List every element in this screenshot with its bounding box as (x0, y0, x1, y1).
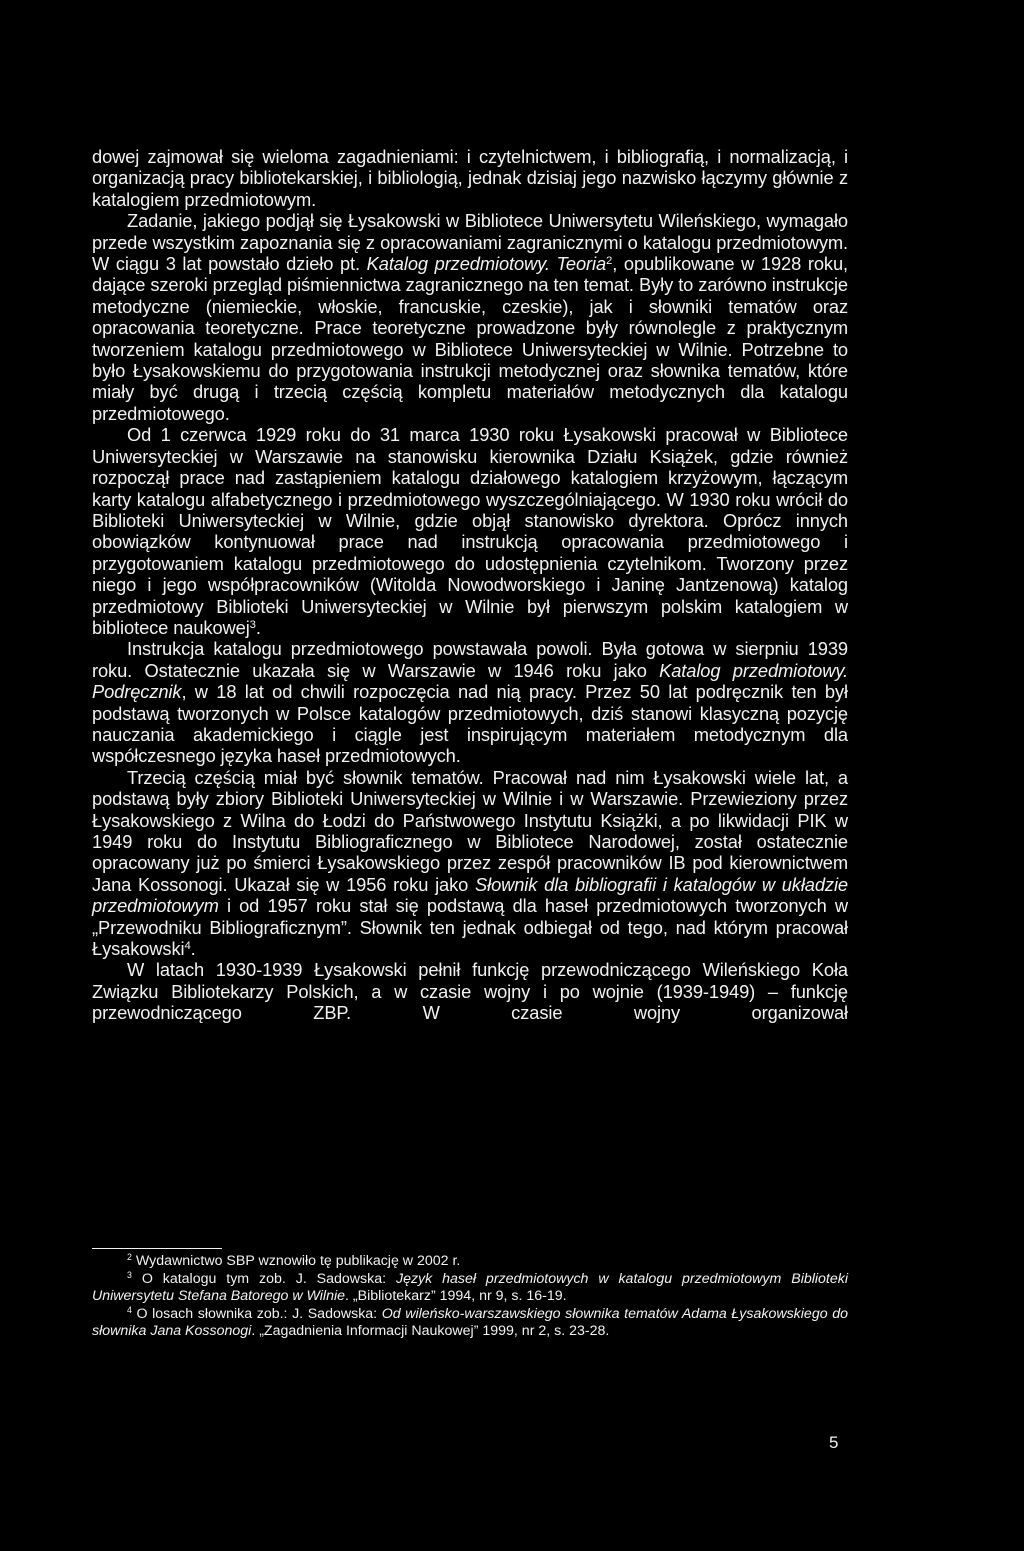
footnote-3-number: 3 (127, 1269, 132, 1280)
paragraph-6-text: W latach 1930-1939 Łysakowski pełnił funkcję przewodniczącego Wileńskiego Koła Związku Bibliotekarzy Polskich, a w czasie wojny i po wojnie (1939-1949) – funkcję przewodniczącego ZBP. W czasie wojny organizował (92, 959, 848, 1024)
paragraph-2-text-b: , opublikowane w 1928 roku, dające szeroki przegląd piśmiennictwa zagranicznego na ten temat. Były to zarówno instrukcje metodyczne (niemieckie, włoskie, francuskie, czeskie), jak i słowniki tematów oraz opracowania teoretyczne. Prace teoretyczne prowadzone były równolegle z praktycznym tworzeniem katalogu przedmiotowego w Bibliotece Uniwersyteckiej w Wilnie. Potrzebne to było Łysakowskiemu do przygotowania instrukcji metodycznej oraz słownika tematów, które miały być drugą i trzecią częścią kompletu materiałów metodycznych dla katalogu przedmiotowego. (92, 253, 848, 424)
footnote-2-text: Wydawnictwo SBP wznowiło tę publikację w 2002 r. (135, 1253, 461, 1269)
paragraph-4-text-a: Instrukcja katalogu przedmiotowego powstawała powoli. Była gotowa w sierpniu 1939 roku. Ostatecznie ukazała się w Warszawie w 1946 roku jako (92, 638, 848, 681)
footnote-4-title: Od wileńsko-warszawskiego słownika tematów Adama Łysakowskiego do słownika Jana Kossonogi (92, 1305, 848, 1340)
paragraph-5-text-b: i od 1957 roku stał się podstawą dla haseł przedmiotowych tworzonych w „Przewodniku Bibliograficznym”. Słownik ten jednak odbiegał od tego, nad którym pracował Łysakowski (92, 895, 848, 960)
footnote-3-pre: O katalogu tym zob. J. Sadowska: (141, 1270, 387, 1287)
footnote-4-pre: O losach słownika zob.: J. Sadowska: (136, 1305, 378, 1322)
footnote-4-number: 4 (127, 1304, 132, 1315)
footnote-ref-3[interactable]: 3 (249, 618, 256, 631)
footnote-2-number: 2 (127, 1252, 132, 1263)
book-title-katalog-teoria: Katalog przedmiotowy. Teoria (366, 253, 607, 275)
footnote-3-post: . „Bibliotekarz” 1994, nr 9, s. 16-19. (345, 1288, 567, 1305)
paragraph-3-text-b: . (255, 616, 261, 638)
footnote-3 (92, 1271, 848, 1306)
main-text (92, 146, 848, 1024)
paragraph-4-text-b: , w 18 lat od chwili rozpoczęcia nad nią pracy. Przez 50 lat podręcznik ten był podstawą tworzonych w Polsce katalogów przedmiotowych, dziś stanowi klasyczną pozycję nauczania akademickiego i ciągle jest inspirującym materiałem metodycznym dla współczesnego języka haseł przedmiotowych. (92, 681, 848, 767)
paragraph-2 (92, 210, 848, 424)
book-title-katalog-podrecznik: Katalog przedmiotowy. Podręcznik (92, 659, 848, 703)
paragraph-1 (92, 146, 848, 210)
paragraph-3 (92, 424, 848, 638)
paragraph-4 (92, 638, 848, 766)
footnote-ref-2[interactable]: 2 (606, 254, 613, 267)
footnote-2 (92, 1253, 848, 1271)
paragraph-5-text-a: Trzecią częścią miał być słownik tematów. Pracował nad nim Łysakowski wiele lat, a podstawą były zbiory Biblioteki Uniwersyteckiej w Wilnie i w Warszawie. Przewieziony przez Łysakowskiego z Wilna do Łodzi do Państwowego Instytutu Książki, a po likwidacji PIK w 1949 roku do Instytutu Bibliograficznego w Bibliotece Narodowej, został ostatecznie opracowany już po śmierci Łysakowskiego przez zespół pracowników IB pod kierownictwem Jana Kossonogi. Ukazał się w 1956 roku jako (92, 766, 848, 895)
paragraph-5 (92, 767, 848, 960)
book-title-slownik: Słownik dla bibliografii i katalogów w układzie przedmiotowym (92, 873, 848, 917)
footnote-ref-4[interactable]: 4 (184, 939, 191, 952)
footnotes (92, 1248, 848, 1341)
paragraph-2-text-a: Zadanie, jakiego podjął się Łysakowski w Bibliotece Uniwersytetu Wileńskiego, wymagało przede wszystkim zapoznania się z opracowaniami zagranicznymi o katalogu przedmiotowym. W ciągu 3 lat powstało dzieło pt. (92, 210, 848, 275)
paragraph-6 (92, 959, 848, 1023)
footnote-4 (92, 1306, 848, 1341)
page-number: 5 (829, 1433, 839, 1452)
footnote-3-title: Język haseł przedmiotowych w katalogu przedmiotowym Biblioteki Uniwersytetu Stefana Batorego w Wilnie (92, 1270, 849, 1305)
paragraph-1-text: dowej zajmował się wieloma zagadnieniami: i czytelnictwem, i bibliografią, i normalizacją, i organizacją pracy bibliotekarskiej, i bibliologią, jednak dzisiaj jego nazwisko łączymy głównie z katalogiem przedmiotowym. (92, 146, 848, 210)
footnote-separator (92, 1248, 222, 1249)
paragraph-5-text-c: . (190, 938, 196, 960)
footnote-4-post: . „Zagadnienia Informacji Naukowej” 1999, nr 2, s. 23-28. (251, 1323, 610, 1340)
paragraph-3-text-a: Od 1 czerwca 1929 roku do 31 marca 1930 roku Łysakowski pracował w Bibliotece Uniwersyteckiej w Warszawie na stanowisku kierownika Działu Książek, gdzie również rozpoczął prace nad zastąpieniem katalogu działowego katalogiem krzyżowym, łączącym karty katalogu alfabetycznego i przedmiotowego wyszczególniającego. W 1930 roku wrócił do Biblioteki Uniwersyteckiej w Wilnie, gdzie objął stanowisko dyrektora. Oprócz innych obowiązków kontynuował prace nad instrukcją opracowania przedmiotowego i przygotowaniem katalogu przedmiotowego do udostępnienia czytelnikom. Tworzony przez niego i jego współpracowników (Witolda Nowodworskiego i Janinę Jantzenową) katalog przedmiotowy Biblioteki Uniwersyteckiej w Wilnie był pierwszym polskim katalogiem w bibliotece naukowej (92, 424, 848, 638)
